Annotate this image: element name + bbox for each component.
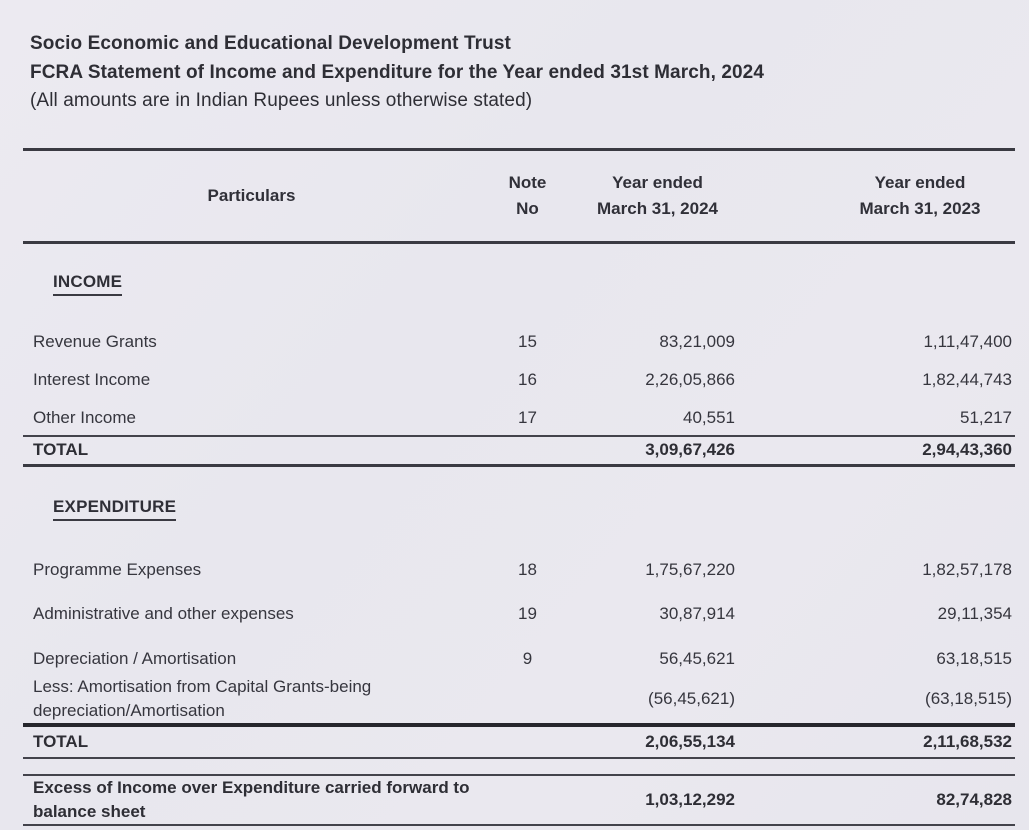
row-particulars: Revenue Grants — [33, 331, 157, 351]
table-row — [23, 604, 1015, 624]
row-amount-2024: 1,75,67,220 — [645, 559, 735, 579]
expenditure-total-row — [23, 727, 1015, 757]
org-name: Socio Economic and Educational Development Trust — [30, 33, 511, 54]
excess-bottom-rule — [23, 824, 1015, 826]
excess-amount-2024: 1,03,12,292 — [645, 789, 735, 809]
total-amount-2023: 2,11,68,532 — [923, 731, 1012, 751]
total-label: TOTAL — [33, 731, 89, 751]
row-note: 9 — [522, 648, 533, 668]
expenditure-section-heading: EXPENDITURE — [53, 497, 1015, 519]
row-amount-2024: 40,551 — [683, 407, 735, 427]
row-particulars: Less: Amortisation from Capital Grants-being depreciation/Amortisation — [33, 676, 372, 720]
table-row — [23, 408, 1015, 428]
expenditure-rows — [23, 560, 1015, 723]
row-amount-2024: 30,87,914 — [659, 603, 735, 623]
row-note: 15 — [518, 331, 537, 351]
row-particulars: Interest Income — [33, 369, 151, 389]
income-total-row — [23, 437, 1015, 464]
header-bottom-rule — [23, 241, 1015, 244]
excess-label: Excess of Income over Expenditure carried forward to balance sheet — [33, 777, 470, 821]
statement-title: FCRA Statement of Income and Expenditure for the Year ended 31st March, 2024 — [30, 61, 765, 83]
table-row — [23, 560, 1015, 580]
row-amount-2023: 51,217 — [960, 407, 1012, 427]
header-particulars: Particulars — [207, 185, 296, 205]
header-note-no: Note No — [508, 172, 547, 218]
document-header — [0, 0, 1029, 116]
row-note: 18 — [518, 559, 537, 579]
row-amount-2023: (63,18,515) — [925, 688, 1012, 708]
income-section-heading: INCOME — [53, 272, 1015, 294]
row-amount-2024: 56,45,621 — [659, 648, 735, 668]
table-row — [23, 649, 1015, 669]
table-row — [23, 370, 1015, 390]
income-total-bottom-rule — [23, 464, 1015, 467]
table-row-less-amortisation — [23, 675, 1015, 723]
currency-note: (All amounts are in Indian Rupees unless otherwise stated) — [30, 90, 533, 111]
row-note: 17 — [518, 407, 537, 427]
row-note: 16 — [518, 369, 537, 389]
row-particulars: Depreciation / Amortisation — [33, 648, 237, 668]
row-particulars: Administrative and other expenses — [33, 603, 294, 623]
table-row — [23, 332, 1015, 352]
row-particulars: Other Income — [33, 407, 136, 427]
income-rows — [23, 332, 1015, 428]
row-amount-2024: 83,21,009 — [659, 331, 735, 351]
total-label: TOTAL — [33, 440, 89, 459]
row-amount-2023: 1,82,44,743 — [922, 369, 1012, 389]
total-amount-2024: 2,06,55,134 — [645, 731, 735, 751]
row-amount-2023: 63,18,515 — [936, 648, 1012, 668]
row-amount-2023: 29,11,354 — [937, 603, 1012, 623]
statement-table — [23, 148, 1015, 826]
header-year-2023: Year ended March 31, 2023 — [859, 172, 981, 218]
row-amount-2024: (56,45,621) — [648, 688, 735, 708]
row-particulars: Programme Expenses — [33, 559, 202, 579]
total-amount-2023: 2,94,43,360 — [922, 440, 1012, 459]
header-year-2024: Year ended March 31, 2024 — [597, 172, 718, 218]
row-note: 19 — [518, 603, 537, 623]
row-amount-2023: 1,82,57,178 — [922, 559, 1012, 579]
excess-amount-2023: 82,74,828 — [936, 789, 1012, 809]
row-amount-2023: 1,11,47,400 — [923, 331, 1012, 351]
table-header-row — [23, 151, 1015, 241]
row-amount-2024: 2,26,05,866 — [645, 369, 735, 389]
excess-row — [23, 776, 1015, 824]
total-amount-2024: 3,09,67,426 — [645, 440, 735, 459]
